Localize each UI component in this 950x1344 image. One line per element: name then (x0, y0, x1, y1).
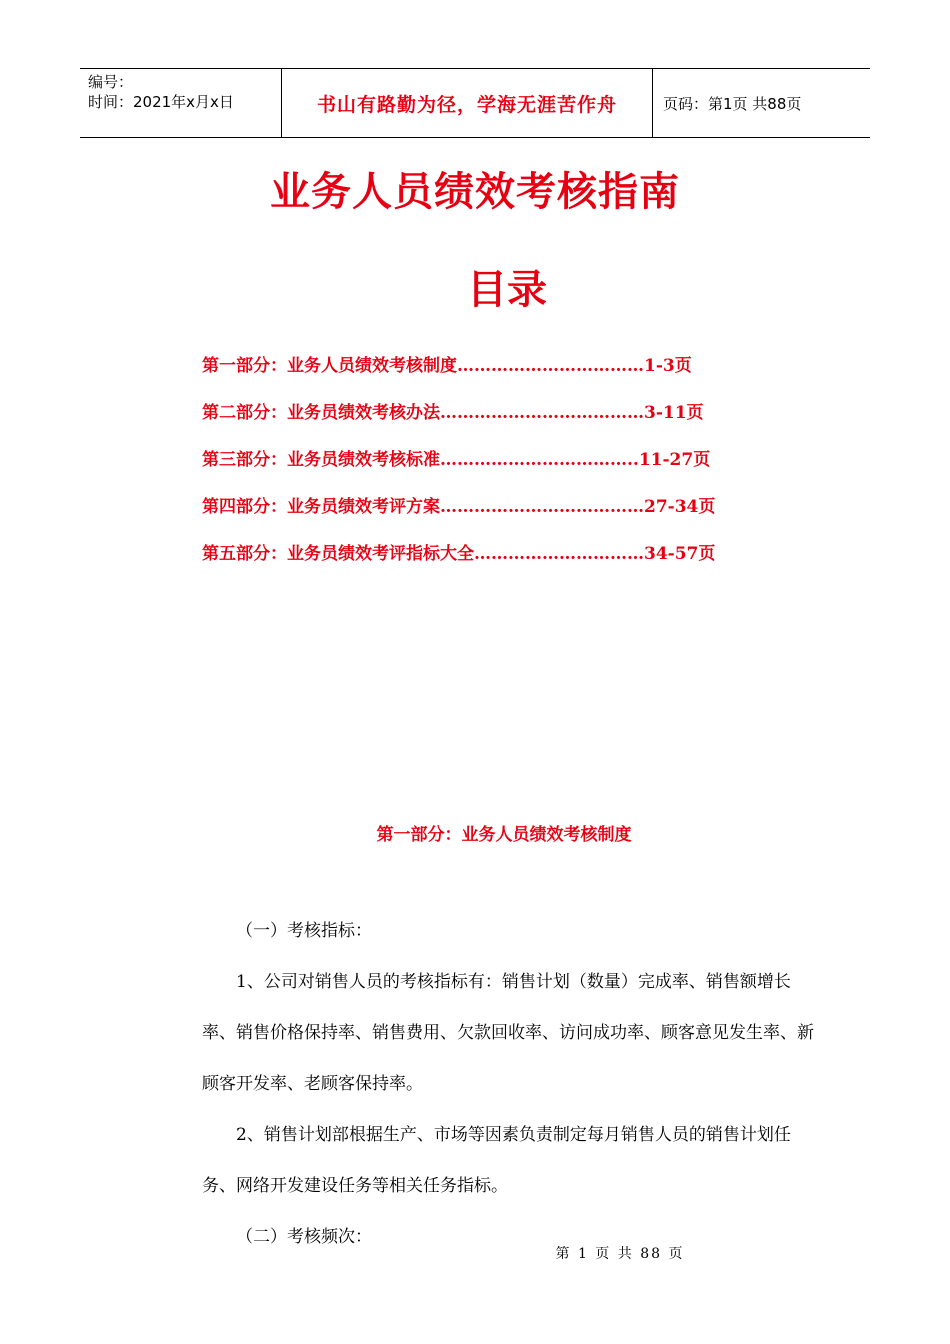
document-title: 业务人员绩效考核指南 (270, 169, 680, 215)
page-header (80, 68, 870, 138)
section-body (202, 906, 814, 1263)
toc-item-part-2[interactable]: 第二部分：业务员绩效考核办法………………………………3-11页 (202, 403, 704, 423)
paragraph-2: 2、销售计划部根据生产、市场等因素负责制定每月销售人员的销售计划任务、网络开发建设任务等相关任务指标。 (202, 1125, 791, 1196)
header-meta (80, 69, 282, 137)
header-page-info: 页码：第1页 共88页 (663, 94, 802, 113)
toc-item-part-5[interactable]: 第五部分：业务员绩效考评指标大全…………………………34-57页 (202, 544, 716, 564)
outline-heading-indicators: （一）考核指标： (236, 921, 372, 941)
toc-item-part-1[interactable]: 第一部分：业务人员绩效考核制度……………………………1-3页 (202, 356, 692, 376)
document-time-label: 时间：2021年x月x日 (88, 93, 234, 111)
section-title: 第一部分：业务人员绩效考核制度 (376, 825, 632, 845)
document-number-label: 编号： (88, 73, 134, 91)
toc-heading: 目录 (467, 267, 547, 313)
toc-item-part-3[interactable]: 第三部分：业务员绩效考核标准……………………………..11-27页 (202, 450, 711, 470)
toc-item-part-4[interactable]: 第四部分：业务员绩效考评方案………………………………27-34页 (202, 497, 716, 517)
table-of-contents (202, 352, 822, 587)
paragraph-1: 1、公司对销售人员的考核指标有：销售计划（数量）完成率、销售额增长率、销售价格保持率、销售费用、欠款回收率、访问成功率、顾客意见发生率、新顾客开发率、老顾客保持率。 (202, 972, 814, 1094)
outline-heading-frequency: （二）考核频次： (236, 1227, 372, 1247)
header-motto: 书山有路勤为径，学海无涯苦作舟 (282, 69, 653, 137)
page-footer: 第 1 页 共 88 页 (555, 1246, 685, 1262)
